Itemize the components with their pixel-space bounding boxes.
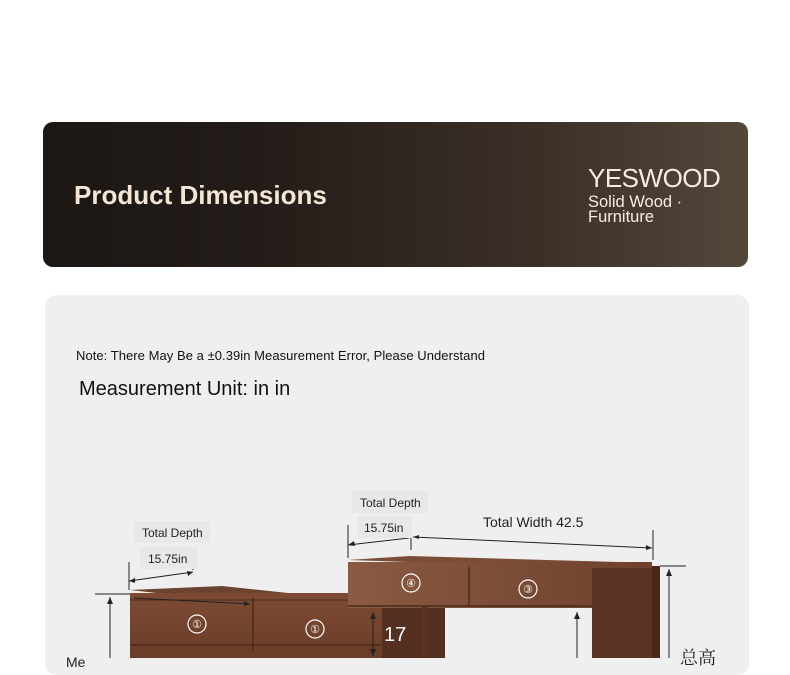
right-total-depth-label: Total Depth xyxy=(360,496,421,510)
measurement-unit-label: Measurement Unit: in in xyxy=(79,378,291,400)
brand-tagline-line2: Furniture xyxy=(588,208,655,226)
right-total-depth-value: 15.75in xyxy=(364,521,404,535)
drawer-number-1b: ① xyxy=(310,624,320,636)
drawer-number-1a: ① xyxy=(192,619,202,631)
left-side-label-partial: Me xyxy=(66,654,86,670)
total-width-label: Total Width 42.5 xyxy=(483,514,584,530)
measurement-error-note: Note: There May Be a ±0.39in Measurement Error, Please Understand xyxy=(76,348,486,363)
brand-tagline-line1: Solid Wood · xyxy=(588,193,683,211)
banner-title: Product Dimensions xyxy=(74,180,327,210)
left-total-depth-label: Total Depth xyxy=(142,526,203,540)
total-height-label-partial: 总高 xyxy=(680,648,716,668)
left-total-depth-value: 15.75in xyxy=(148,552,188,566)
brand-name: YESWOOD xyxy=(588,163,721,193)
height-value-label: 17 xyxy=(384,624,407,646)
drawer-number-4: ④ xyxy=(406,578,416,590)
drawer-number-3: ③ xyxy=(523,584,533,596)
